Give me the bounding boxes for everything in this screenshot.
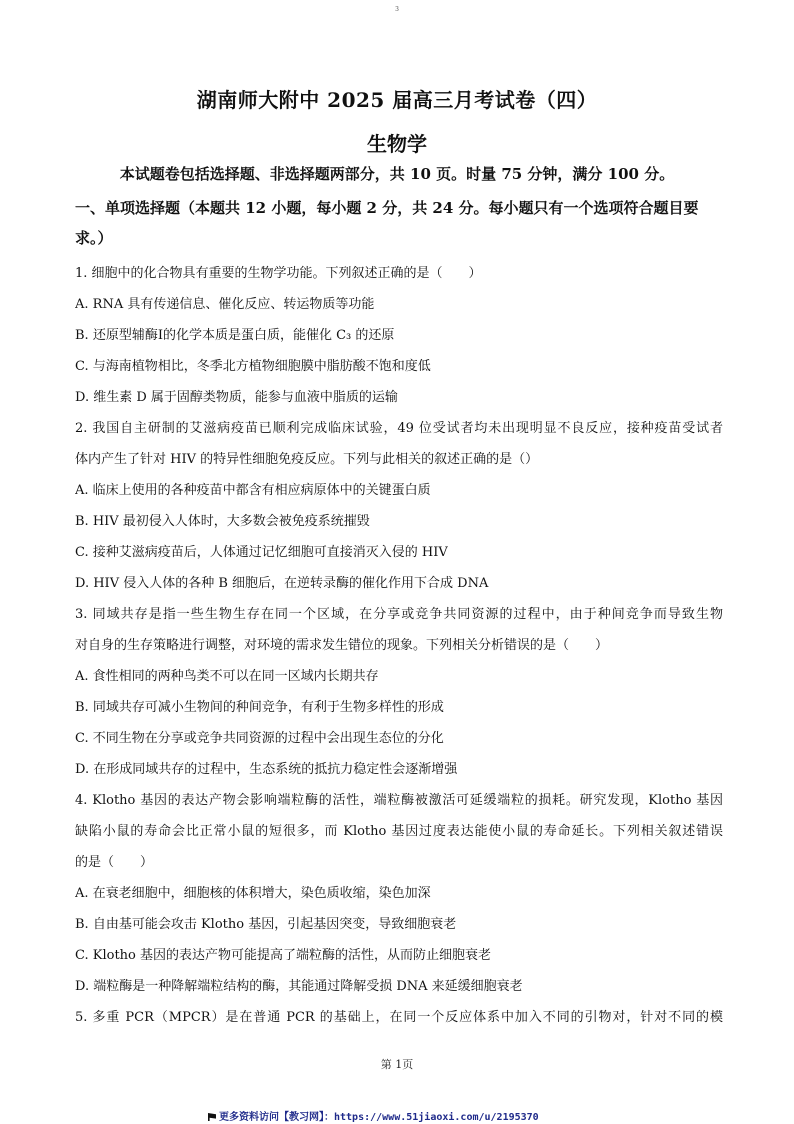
question-3-option-a: A. 食性相同的两种鸟类不可以在同一区域内长期共存 — [75, 669, 379, 684]
question-2-option-a: A. 临床上使用的各种疫苗中都含有相应病原体中的关键蛋白质 — [75, 483, 431, 498]
question-4-option-d: D. 端粒酶是一种降解端粒结构的酶，其能通过降解受损 DNA 来延缓细胞衰老 — [75, 979, 523, 994]
question-2-stem-line-2: 体内产生了针对 HIV 的特异性细胞免疫反应。下列与此相关的叙述正确的是（） — [75, 452, 539, 467]
top-mark: 3 — [395, 6, 399, 13]
question-4-option-a: A. 在衰老细胞中，细胞核的体积增大，染色质收缩，染色加深 — [75, 886, 431, 901]
question-4-option-c: C. Klotho 基因的表达产物可能提高了端粒酶的活性，从而防止细胞衰老 — [75, 948, 492, 963]
question-3-option-d: D. 在形成同域共存的过程中，生态系统的抵抗力稳定性会逐渐增强 — [75, 762, 458, 777]
question-4-stem-line-1: 4. Klotho 基因的表达产物会影响端粒酶的活性，端粒酶被激活可延缓端粒的损耗。研究发现，Klotho 基因 — [75, 793, 723, 808]
question-1-stem: 1. 细胞中的化合物具有重要的生物学功能。下列叙述正确的是（ ） — [75, 266, 482, 281]
question-4-option-b: B. 自由基可能会攻击 Klotho 基因，引起基因突变，导致细胞衰老 — [75, 917, 457, 932]
question-4-stem-line-3: 的是（ ） — [75, 855, 154, 870]
question-3-stem-line-1: 3. 同域共存是指一些生物生存在同一个区域，在分享或竞争共同资源的过程中，由于种间竞争而导致生物 — [75, 607, 723, 622]
question-4-stem-line-2: 缺陷小鼠的寿命会比正常小鼠的短很多，而 Klotho 基因过度表达能使小鼠的寿命延长。下列相关叙述错误 — [75, 824, 723, 839]
question-3-option-c: C. 不同生物在分享或竞争共同资源的过程中会出现生态位的分化 — [75, 731, 444, 746]
question-5-stem-line-1: 5. 多重 PCR（MPCR）是在普通 PCR 的基础上，在同一个反应体系中加入不同的引物对，针对不同的模 — [75, 1010, 723, 1025]
section-heading-line-1: 一、单项选择题（本题共 12 小题，每小题 2 分，共 24 分。每小题只有一个选项符合题目要 — [75, 199, 699, 217]
flag-icon — [208, 1113, 216, 1121]
exam-intro: 本试题卷包括选择题、非选择题两部分，共 10 页。时量 75 分钟，满分 100 分。 — [119, 165, 675, 183]
page-number: 第 1页 — [380, 1058, 414, 1071]
question-1-option-c: C. 与海南植物相比，冬季北方植物细胞膜中脂肪酸不饱和度低 — [75, 359, 431, 374]
question-content — [75, 258, 723, 1033]
exam-title: 湖南师大附中 2025 届高三月考试卷（四） — [196, 88, 598, 112]
question-3-stem-line-2: 对自身的生存策略进行调整，对环境的需求发生错位的现象。下列相关分析错误的是（ ） — [75, 638, 609, 653]
question-1-option-b: B. 还原型辅酶Ⅰ的化学本质是蛋白质，能催化 C₃ 的还原 — [75, 328, 395, 343]
section-heading — [75, 193, 725, 253]
subject-title: 生物学 — [367, 132, 427, 156]
question-2-option-d: D. HIV 侵入人体的各种 B 细胞后，在逆转录酶的催化作用下合成 DNA — [75, 576, 489, 591]
section-heading-line-2: 求。） — [75, 229, 113, 247]
question-1-option-d: D. 维生素 D 属于固醇类物质，能参与血液中脂质的运输 — [75, 390, 398, 405]
question-2-option-b: B. HIV 最初侵入人体时，大多数会被免疫系统摧毁 — [75, 514, 370, 529]
question-1-option-a: A. RNA 具有传递信息、催化反应、转运物质等功能 — [75, 297, 375, 312]
banner-prefix: 更多资料访问【教习网】： — [219, 1112, 334, 1123]
banner-link[interactable]: https://www.51jiaoxi.com/u/2195370 — [334, 1112, 539, 1123]
question-2-option-c: C. 接种艾滋病疫苗后，人体通过记忆细胞可直接消灭入侵的 HIV — [75, 545, 448, 560]
resource-banner — [208, 1108, 539, 1123]
question-2-stem-line-1: 2. 我国自主研制的艾滋病疫苗已顺利完成临床试验，49 位受试者均未出现明显不良反应，接种疫苗受试者 — [75, 421, 723, 436]
question-3-option-b: B. 同域共存可减小生物间的种间竞争，有利于生物多样性的形成 — [75, 700, 444, 715]
